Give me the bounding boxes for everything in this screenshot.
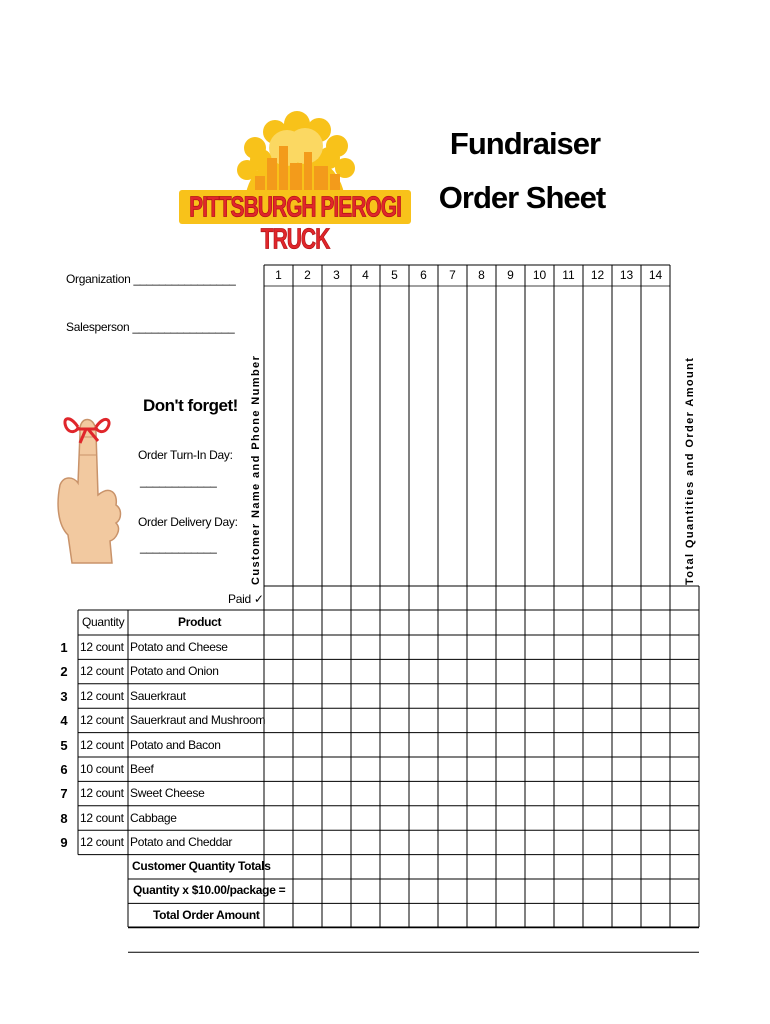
row-number: 7 [60,786,68,802]
row-product: Beef [130,762,154,776]
row-product: Potato and Onion [130,664,219,679]
paid-label: Paid ✓ [228,592,264,606]
column-number: 11 [562,268,575,282]
order-turn-in-label: Order Turn-In Day: [138,448,233,462]
row-quantity: 12 count [80,737,124,752]
column-number: 6 [420,268,427,282]
row-number: 4 [60,713,68,729]
row-product: Sweet Cheese [130,786,205,801]
row-quantity: 12 count [80,786,124,801]
column-number: 14 [648,268,663,282]
row-product: Sauerkraut and Mushroom [130,713,266,728]
row-quantity: 12 count [80,713,124,728]
row-number: 3 [60,688,68,704]
total-order-amount-label: Total Order Amount [153,908,260,922]
order-turn-in-field[interactable]: ____________ [140,474,217,488]
column-number: 7 [449,268,456,282]
quantity-header: Quantity [82,615,125,629]
dont-forget-label: Don't forget! [143,396,238,415]
column-number: 4 [362,268,369,282]
column-number: 5 [391,268,398,282]
row-quantity: 12 count [80,835,124,850]
organization-field[interactable]: Organization ________________ [66,272,236,286]
row-product: Sauerkraut [130,688,186,703]
row-quantity: 12 count [80,664,124,679]
column-number: 3 [333,268,340,282]
row-quantity: 12 count [80,640,124,654]
column-number: 2 [304,268,311,282]
row-product: Potato and Cheddar [130,835,233,850]
customer-name-header: Customer Name and Phone Number [250,354,262,585]
row-number: 8 [60,810,68,826]
row-quantity: 12 count [80,810,124,825]
page-title-line1: Fundraiser [449,126,601,161]
row-product: Potato and Bacon [130,737,221,752]
row-number: 2 [60,664,68,680]
column-number: 9 [507,268,514,282]
column-number: 10 [532,268,547,282]
row-quantity: 10 count [80,762,124,776]
salesperson-field[interactable]: Salesperson ________________ [66,320,235,334]
row-number: 1 [60,640,68,655]
row-number: 5 [60,737,68,753]
row-product: Cabbage [130,810,177,825]
price-formula-label: Quantity x $10.00/package = [133,883,286,897]
row-number: 9 [60,835,68,851]
column-number: 12 [590,268,605,282]
column-number: 8 [478,268,485,282]
customer-quantity-totals-label: Customer Quantity Totals [132,859,271,873]
row-quantity: 12 count [80,688,124,703]
column-number: 1 [275,268,282,282]
logo-text: PITTSBURGH PIEROGI TRUCK [189,192,401,256]
totals-header: Total Quantities and Order Amount [684,356,696,585]
order-delivery-label: Order Delivery Day: [138,515,238,529]
page-title-line2: Order Sheet [438,180,606,215]
row-number: 6 [60,762,68,777]
column-number: 13 [619,268,634,282]
order-delivery-field[interactable]: ____________ [140,540,217,554]
row-product: Potato and Cheese [130,640,228,654]
product-header: Product [178,615,222,629]
